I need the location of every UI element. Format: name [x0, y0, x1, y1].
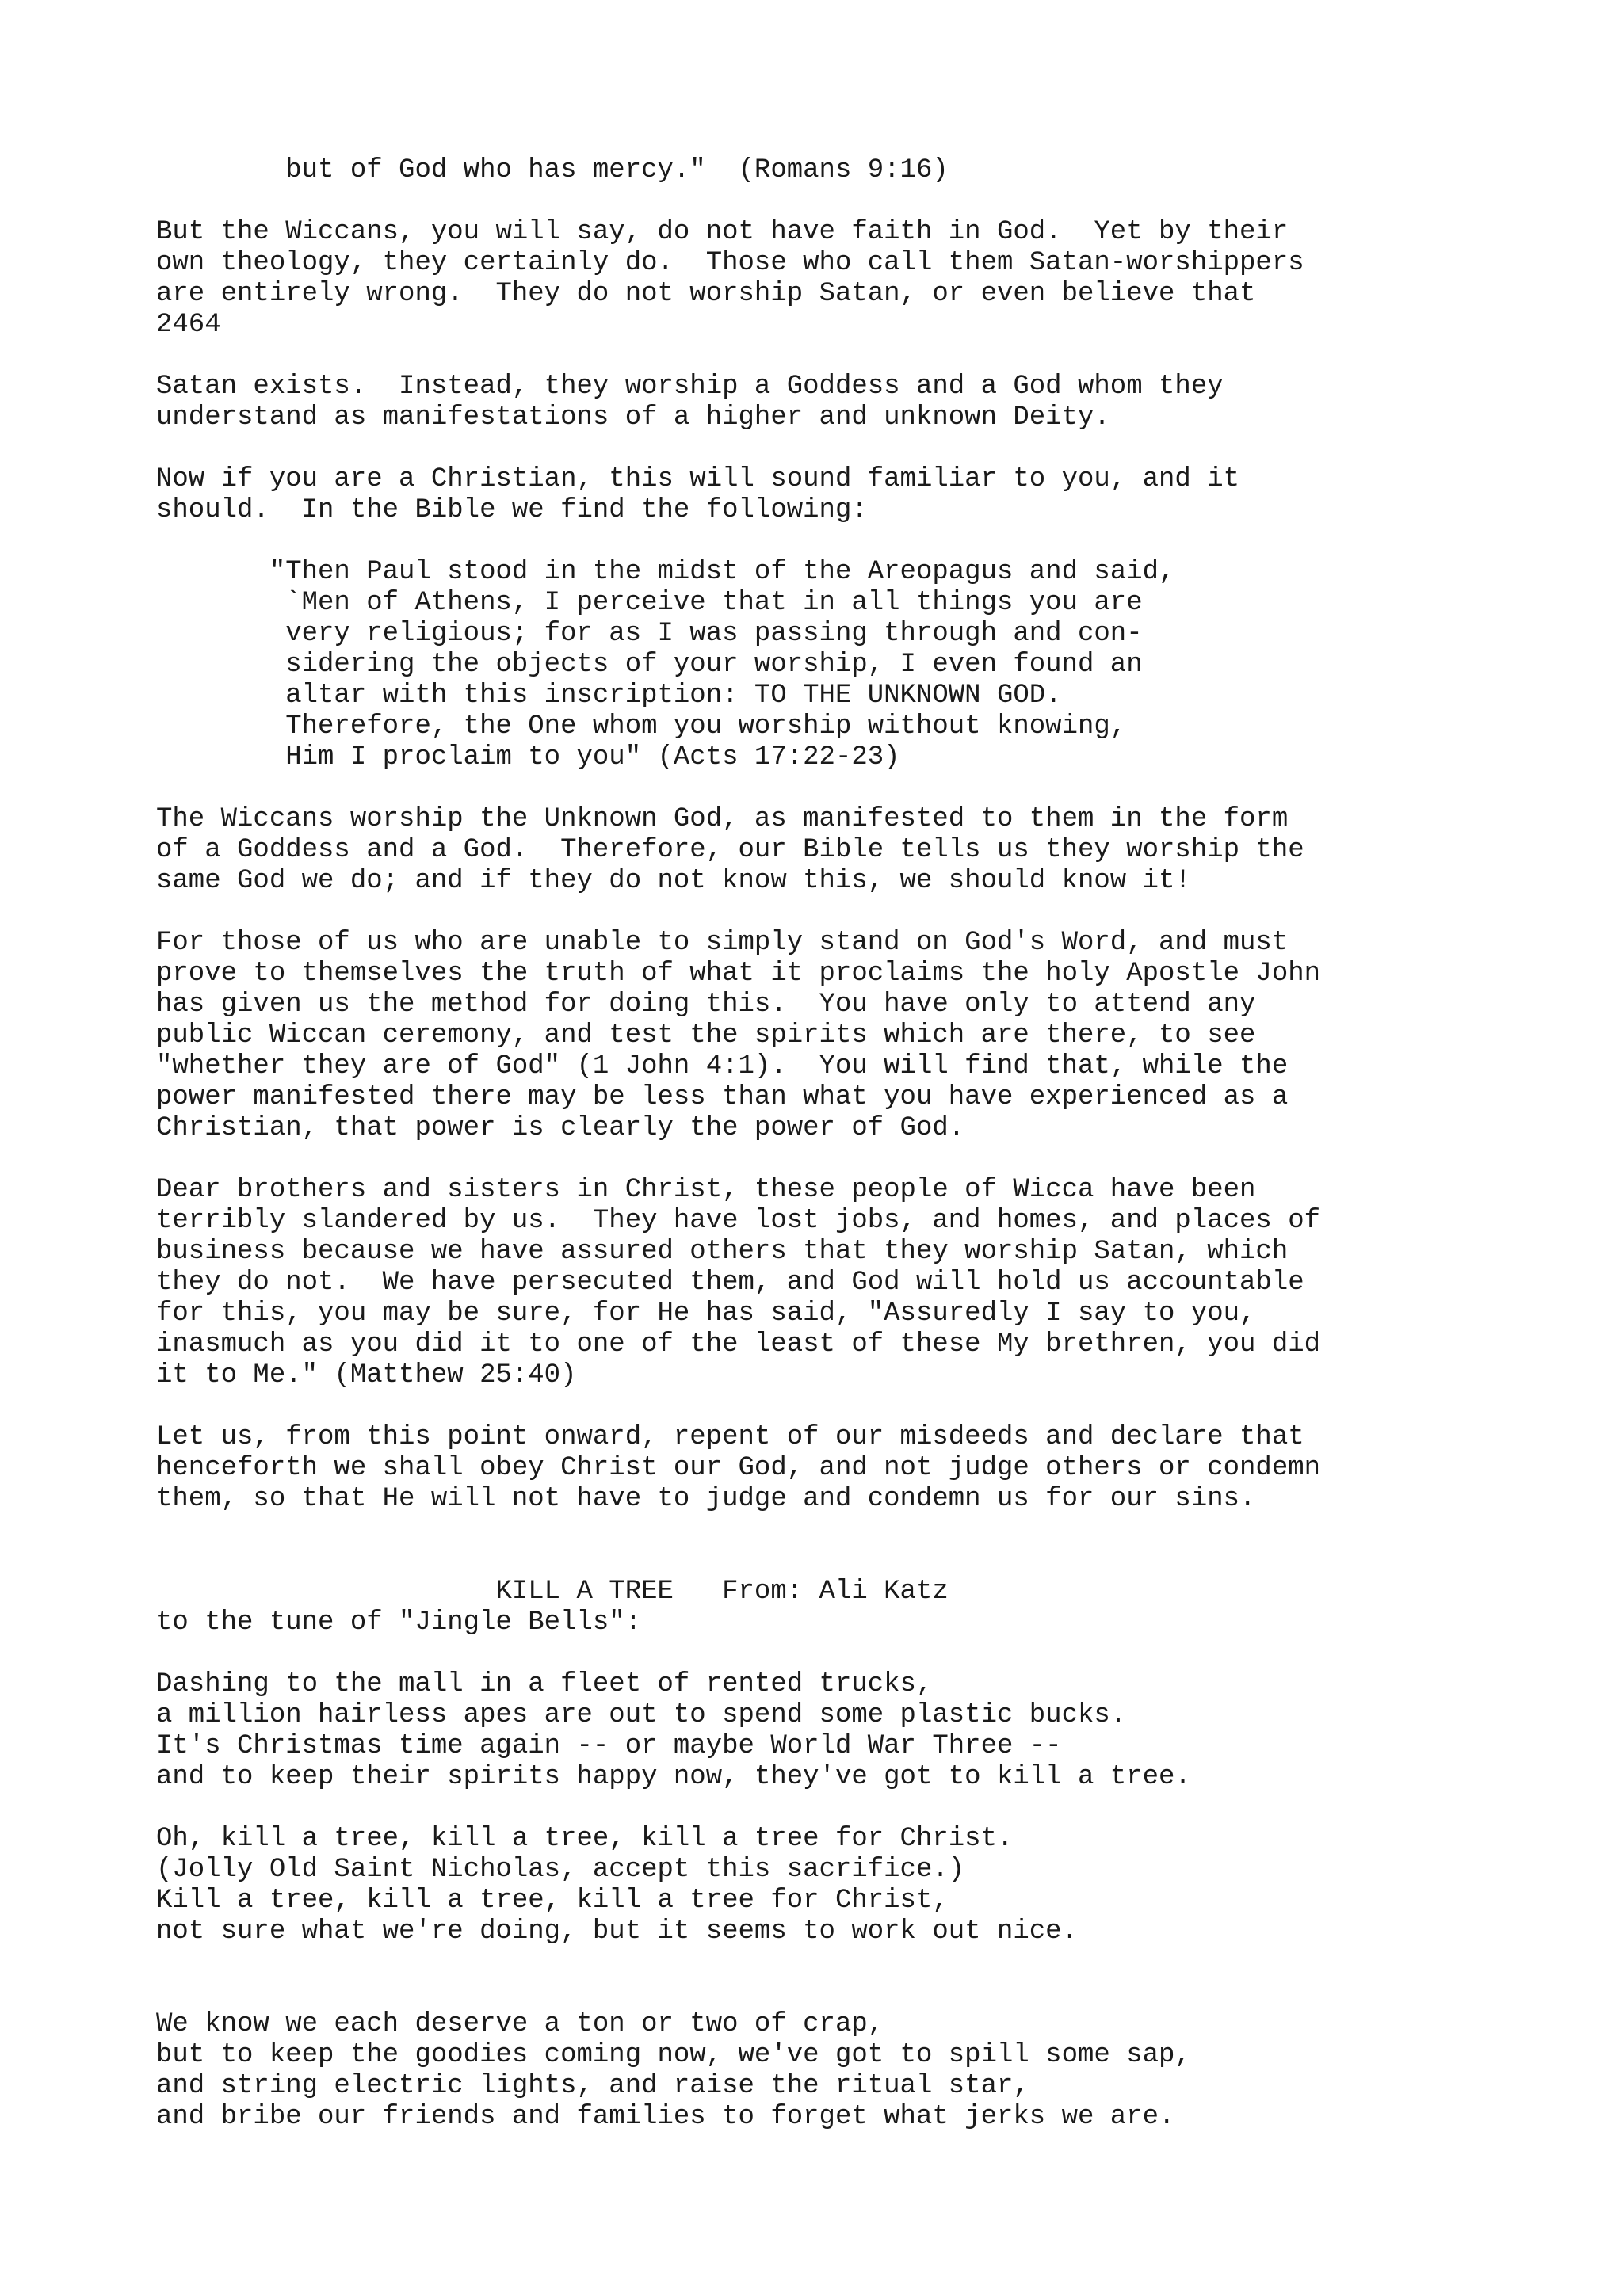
text-line: of a Goddess and a God. Therefore, our Bible tells us they worship the — [156, 835, 1304, 865]
text-line: for this, you may be sure, for He has said, "Assuredly I say to you, — [156, 1299, 1256, 1329]
text-line: Dear brothers and sisters in Christ, these people of Wicca have been — [156, 1175, 1256, 1205]
text-line: For those of us who are unable to simply stand on God's Word, and must — [156, 928, 1289, 958]
text-line: and string electric lights, and raise the ritual star, — [156, 2071, 1029, 2101]
text-line: prove to themselves the truth of what it proclaims the holy Apostle John — [156, 959, 1321, 989]
text-line: should. In the Bible we find the following: — [156, 495, 868, 525]
text-line: Let us, from this point onward, repent of our misdeeds and declare that — [156, 1422, 1304, 1452]
text-line: to the tune of "Jingle Bells": — [156, 1608, 642, 1638]
text-line: not sure what we're doing, but it seems to work out nice. — [156, 1917, 1078, 1947]
blank-line — [156, 526, 1583, 557]
text-line: understand as manifestations of a higher and unknown Deity. — [156, 402, 1110, 433]
text-line: power manifested there may be less than what you have experienced as a — [156, 1082, 1289, 1112]
text-line: Oh, kill a tree, kill a tree, kill a tree for Christ. — [156, 1824, 1014, 1854]
blank-line — [156, 186, 1583, 217]
blank-line — [156, 1978, 1583, 2009]
text-line: inasmuch as you did it to one of the least of these My brethren, you did — [156, 1329, 1321, 1360]
text-line: Dashing to the mall in a fleet of rented trucks, — [156, 1669, 933, 1699]
text-line: Christian, that power is clearly the power of God. — [156, 1113, 965, 1143]
text-line: Satan exists. Instead, they worship a Goddess and a God whom they — [156, 372, 1224, 402]
blank-line — [156, 1793, 1583, 1824]
text-line: 2464 — [156, 310, 221, 340]
text-line: henceforth we shall obey Christ our God, and not judge others or condemn — [156, 1453, 1321, 1483]
text-line: sidering the objects of your worship, I even found an — [156, 650, 1143, 680]
text-line: and to keep their spirits happy now, they've got to kill a tree. — [156, 1762, 1191, 1792]
blank-line — [156, 897, 1583, 928]
text-line: `Men of Athens, I perceive that in all things you are — [156, 588, 1143, 618]
text-line: Kill a tree, kill a tree, kill a tree for Christ, — [156, 1886, 949, 1916]
text-line: but to keep the goodies coming now, we've got to spill some sap, — [156, 2040, 1191, 2070]
text-line: It's Christmas time again -- or maybe World War Three -- — [156, 1731, 1062, 1761]
blank-line — [156, 1515, 1583, 1546]
text-line: it to Me." (Matthew 25:40) — [156, 1360, 577, 1390]
text-line: them, so that He will not have to judge and condemn us for our sins. — [156, 1484, 1256, 1514]
blank-line — [156, 341, 1583, 372]
document-body — [156, 155, 1583, 2133]
text-line: "whether they are of God" (1 John 4:1). You will find that, while the — [156, 1051, 1289, 1081]
text-line: The Wiccans worship the Unknown God, as manifested to them in the form — [156, 804, 1289, 834]
text-line: and bribe our friends and families to forget what jerks we are. — [156, 2102, 1175, 2132]
text-line: altar with this inscription: TO THE UNKNOWN GOD. — [156, 681, 1062, 711]
text-line: terribly slandered by us. They have lost jobs, and homes, and places of — [156, 1206, 1321, 1236]
text-line: Him I proclaim to you" (Acts 17:22-23) — [156, 742, 900, 772]
text-line: But the Wiccans, you will say, do not have faith in God. Yet by their — [156, 217, 1289, 247]
text-line: own theology, they certainly do. Those who call them Satan-worshippers — [156, 248, 1304, 278]
blank-line — [156, 1546, 1583, 1577]
text-line: We know we each deserve a ton or two of crap, — [156, 2009, 884, 2039]
text-line: they do not. We have persecuted them, and God will hold us accountable — [156, 1268, 1304, 1298]
text-line: very religious; for as I was passing through and con- — [156, 619, 1143, 649]
text-line: same God we do; and if they do not know this, we should know it! — [156, 866, 1191, 896]
text-line: a million hairless apes are out to spend some plastic bucks. — [156, 1700, 1127, 1730]
blank-line — [156, 1638, 1583, 1669]
text-line: has given us the method for doing this. You have only to attend any — [156, 990, 1256, 1020]
blank-line — [156, 1144, 1583, 1175]
blank-line — [156, 1947, 1583, 1978]
blank-line — [156, 1391, 1583, 1422]
text-line: Therefore, the One whom you worship without knowing, — [156, 711, 1127, 742]
text-line: (Jolly Old Saint Nicholas, accept this sacrifice.) — [156, 1855, 965, 1885]
text-line: business because we have assured others that they worship Satan, which — [156, 1237, 1289, 1267]
text-line: but of God who has mercy." (Romans 9:16) — [156, 155, 949, 185]
text-line: Now if you are a Christian, this will sound familiar to you, and it — [156, 464, 1240, 494]
text-line: "Then Paul stood in the midst of the Areopagus and said, — [156, 557, 1175, 587]
blank-line — [156, 433, 1583, 464]
text-line: KILL A TREE From: Ali Katz — [156, 1577, 949, 1607]
text-line: public Wiccan ceremony, and test the spirits which are there, to see — [156, 1020, 1256, 1051]
text-line: are entirely wrong. They do not worship Satan, or even believe that — [156, 279, 1256, 309]
blank-line — [156, 773, 1583, 804]
